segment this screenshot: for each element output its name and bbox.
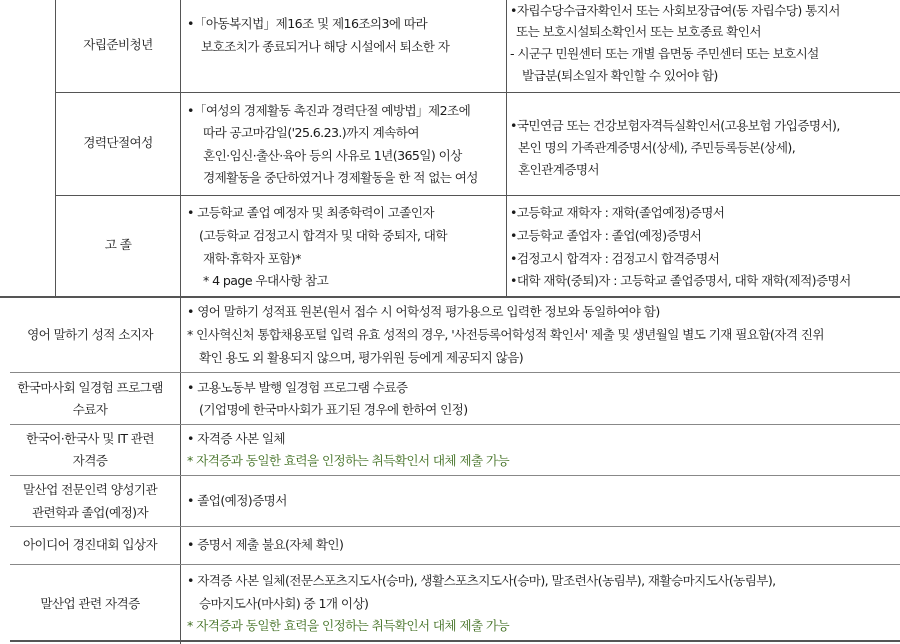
content-line: • 자격증 사본 일체(전문스포츠지도사(승마), 생활스포츠지도사(승마), 말조련사(농림부), 재활승마지도사(농림부),: [187, 573, 776, 588]
col-divider-1: [180, 0, 181, 644]
document-line: •고등학교 재학자 : 재학(졸업예정)증명서: [510, 205, 725, 220]
row-separator: [10, 640, 900, 642]
category-cell: 자격증: [72, 453, 108, 468]
document-line: 혼인관계증명서: [518, 162, 599, 177]
col-divider-2: [506, 0, 507, 296]
category-cell: 말산업 관련 자격증: [40, 596, 140, 611]
row-separator: [0, 296, 900, 298]
category-cell: 고 졸: [104, 237, 132, 252]
qualification-line: 따라 공고마감일('25.6.23.)까지 계속하여: [203, 125, 419, 140]
content-line: 승마지도사(마사회) 중 1개 이상): [199, 596, 369, 611]
content-line: (기업명에 한국마사회가 표기된 경우에 한하여 인정): [199, 402, 468, 417]
content-line: * 인사혁신처 통합채용포털 입력 유효 성적의 경우, '사전등록어학성적 확인서' 제출 및 생년월일 별도 기재 필요함(자격 진위: [187, 327, 824, 342]
qualification-line: 혼인·임신·출산·육아 등의 사유로 1년(365일) 이상: [203, 148, 462, 163]
qualification-line: (고등학교 검정고시 합격자 및 대학 중퇴자, 대학: [199, 228, 447, 243]
document-line: •자립수당수급자확인서 또는 사회보장급여(동 자립수당) 통지서: [510, 3, 840, 18]
category-cell: 경력단절여성: [83, 135, 153, 150]
document-line: •국민연금 또는 건강보험자격득실확인서(고용보험 가입증명서),: [510, 118, 840, 133]
row-separator: [10, 564, 900, 565]
category-cell: 영어 말하기 성적 소지자: [27, 327, 153, 342]
document-line: •고등학교 졸업자 : 졸업(예정)증명서: [510, 228, 702, 243]
qualification-line: •「아동복지법」제16조 및 제16조의3에 따라: [187, 16, 428, 31]
row-separator: [10, 424, 900, 425]
content-note: * 자격증과 동일한 효력을 인정하는 취득확인서 대체 제출 가능: [187, 453, 510, 468]
qualification-line: 보호조치가 종료되거나 해당 시설에서 퇴소한 자: [201, 39, 450, 54]
content-line: • 자격증 사본 일체: [187, 431, 285, 446]
content-line: • 고용노동부 발행 일경험 프로그램 수료증: [187, 380, 408, 395]
content-note: * 자격증과 동일한 효력을 인정하는 취득확인서 대체 제출 가능: [187, 618, 510, 633]
content-line: • 졸업(예정)증명서: [187, 493, 287, 508]
document-line: 본인 명의 가족관계증명서(상세), 주민등록등본(상세),: [518, 140, 796, 155]
row-separator: [55, 195, 900, 196]
category-cell: 수료자: [72, 402, 108, 417]
qualification-line: • 고등학교 졸업 예정자 및 최종학력이 고졸인자: [187, 205, 434, 220]
category-cell: 한국어·한국사 및 IT 관련: [26, 431, 154, 446]
row-separator: [10, 372, 900, 373]
qualification-line: 경제활동을 중단하였거나 경제활동을 한 적 없는 여성: [203, 170, 478, 185]
qualification-line: 재학·휴학자 포함)*: [203, 251, 301, 266]
category-cell: 말산업 전문인력 양성기관: [22, 482, 158, 497]
row-separator: [10, 526, 900, 527]
document-line: 또는 보호시설퇴소확인서 또는 보호종료 확인서: [516, 24, 761, 39]
qualification-line: * 4 page 우대사항 참고: [203, 273, 329, 288]
category-cell: 아이디어 경진대회 입상자: [22, 537, 158, 552]
content-line: 확인 용도 외 활용되지 않으며, 평가위원 등에게 제공되지 않음): [199, 350, 524, 365]
document-line: •대학 재학(중퇴)자 : 고등학교 졸업증명서, 대학 재학(제적)증명서: [510, 273, 851, 288]
category-cell: 관련학과 졸업(예정)자: [31, 505, 149, 520]
document-line: - 시군구 민원센터 또는 개별 읍면동 주민센터 또는 보호시설: [510, 46, 819, 61]
document-line: 발급분(퇴소일자 확인할 수 있어야 함): [522, 68, 718, 83]
content-line: • 증명서 제출 불요(자체 확인): [187, 537, 344, 552]
row-separator: [10, 475, 900, 476]
document-line: •검정고시 합격자 : 검정고시 합격증명서: [510, 251, 720, 266]
qualification-line: •「여성의 경제활동 촉진과 경력단절 예방법」제2조에: [187, 103, 471, 118]
content-line: • 영어 말하기 성적표 원본(원서 접수 시 어학성적 평가용으로 입력한 정보와 동일하여야 함): [187, 304, 660, 319]
category-cell: 한국마사회 일경험 프로그램: [17, 380, 163, 395]
category-cell: 자립준비청년: [83, 37, 153, 52]
row-separator: [55, 92, 900, 93]
